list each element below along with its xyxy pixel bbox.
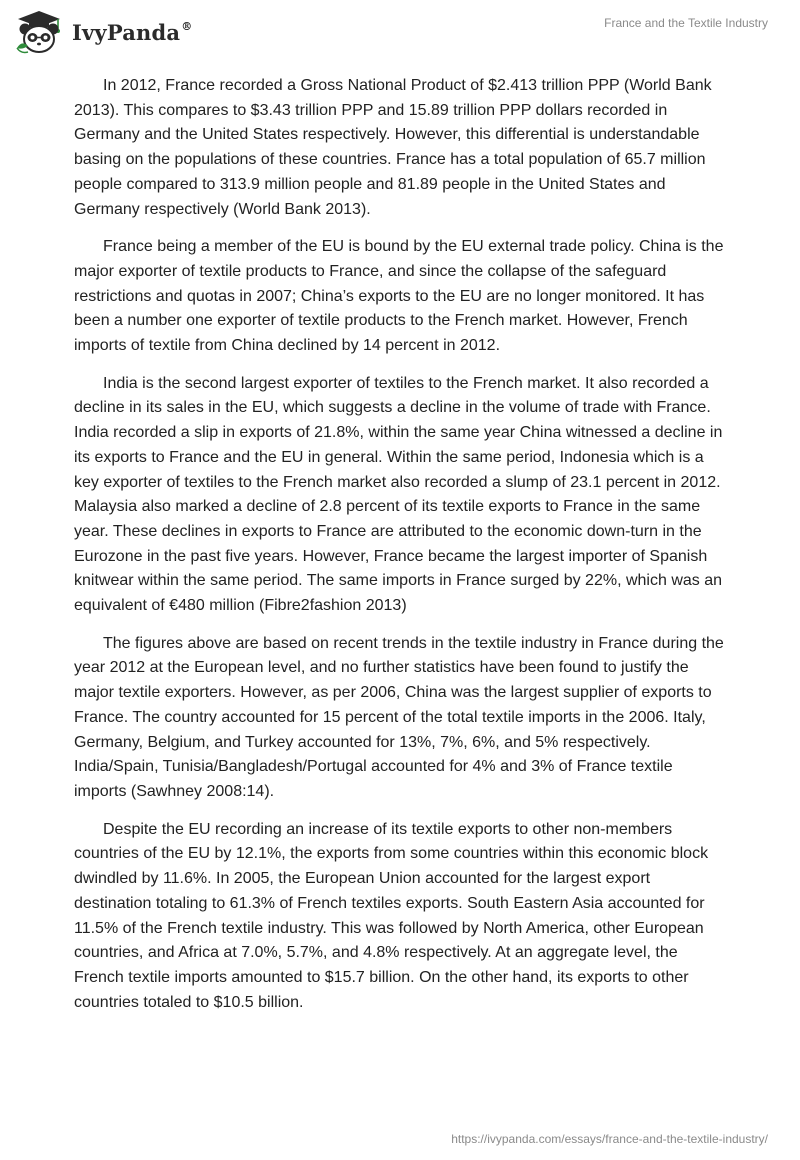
paragraph-1: In 2012, France recorded a Gross National Product of $2.413 trillion PPP (World Bank 2013). This compares to $3.43 trillion PPP and 15.89 trillion PPP dollars recorded in Germany and the United States respectively. However, this differential is understandable basing on the populations of these countries. France has a total population of 65.7 million people compared to 313.9 million people and 81.89 people in the United States and Germany respectively (World Bank 2013). — [74, 77, 712, 218]
document-title: France and the Textile Industry — [604, 16, 768, 30]
ivypanda-logo[interactable] — [14, 10, 192, 54]
registered-mark: ® — [181, 19, 193, 33]
paragraph-4: The figures above are based on recent trends in the textile industry in France during the year 2012 at the European level, and no further statistics have been found to justify the major textile exporters. However, as per 2006, China was the largest supplier of exports to France. The country accounted for 15 percent of the total textile imports in the 2006. Italy, Germany, Belgium, and Turkey accounted for 13%, 7%, 6%, and 5% respectively. India/Spain, Tunisia/Bangladesh/Portugal accounted for 4% and 3% of France textile imports (Sawhney 2008:14). — [74, 634, 724, 800]
page-header — [0, 0, 800, 60]
essay-body — [74, 74, 724, 1028]
paragraph-3: India is the second largest exporter of textiles to the French market. It also recorded a decline in its sales in the EU, which suggests a decline in the volume of trade with France. India recorded a slip in exports of 21.8%, within the same year China witnessed a decline in its exports to France and the EU in general. Within the same period, Indonesia which is a key exporter of textiles to the French market also recorded a slump of 23.1 percent in 2012. Malaysia also marked a decline of 2.8 percent of its textile exports to France in the same year. These declines in exports to France are attributed to the economic down-turn in the Eurozone in the past five years. However, France became the largest importer of Spanish knitwear within the same period. The same imports in France surged by 22%, which was an equivalent of €480 million (Fibre2fashion 2013) — [74, 374, 723, 615]
panda-graduation-cap-icon — [14, 10, 64, 54]
paragraph-2: France being a member of the EU is bound by the EU external trade policy. China is the major exporter of textile products to France, and since the collapse of the safeguard restrictions and quotas in 2007; China’s exports to the EU are no longer monitored. It has been a number one exporter of textile products to the French market. However, French imports of textile from China declined by 14 percent in 2012. — [74, 238, 724, 355]
source-url[interactable]: https://ivypanda.com/essays/france-and-the-textile-industry/ — [451, 1132, 768, 1146]
paragraph-5: Despite the EU recording an increase of its textile exports to other non-members countries of the EU by 12.1%, the exports from some countries within this economic block dwindled by 11.6%. In 2005, the European Union accounted for the largest export destination totaling to 61.3% of French textiles exports. South Eastern Asia accounted for 11.5% of the French textile industry. This was followed by North America, other European countries, and Africa at 7.0%, 5.7%, and 4.8% respectively. At an aggregate level, the French textile imports amounted to $15.7 billion. On the other hand, its exports to other countries totaled to $10.5 billion. — [74, 820, 709, 1011]
brand-name: IvyPanda® — [72, 19, 193, 45]
